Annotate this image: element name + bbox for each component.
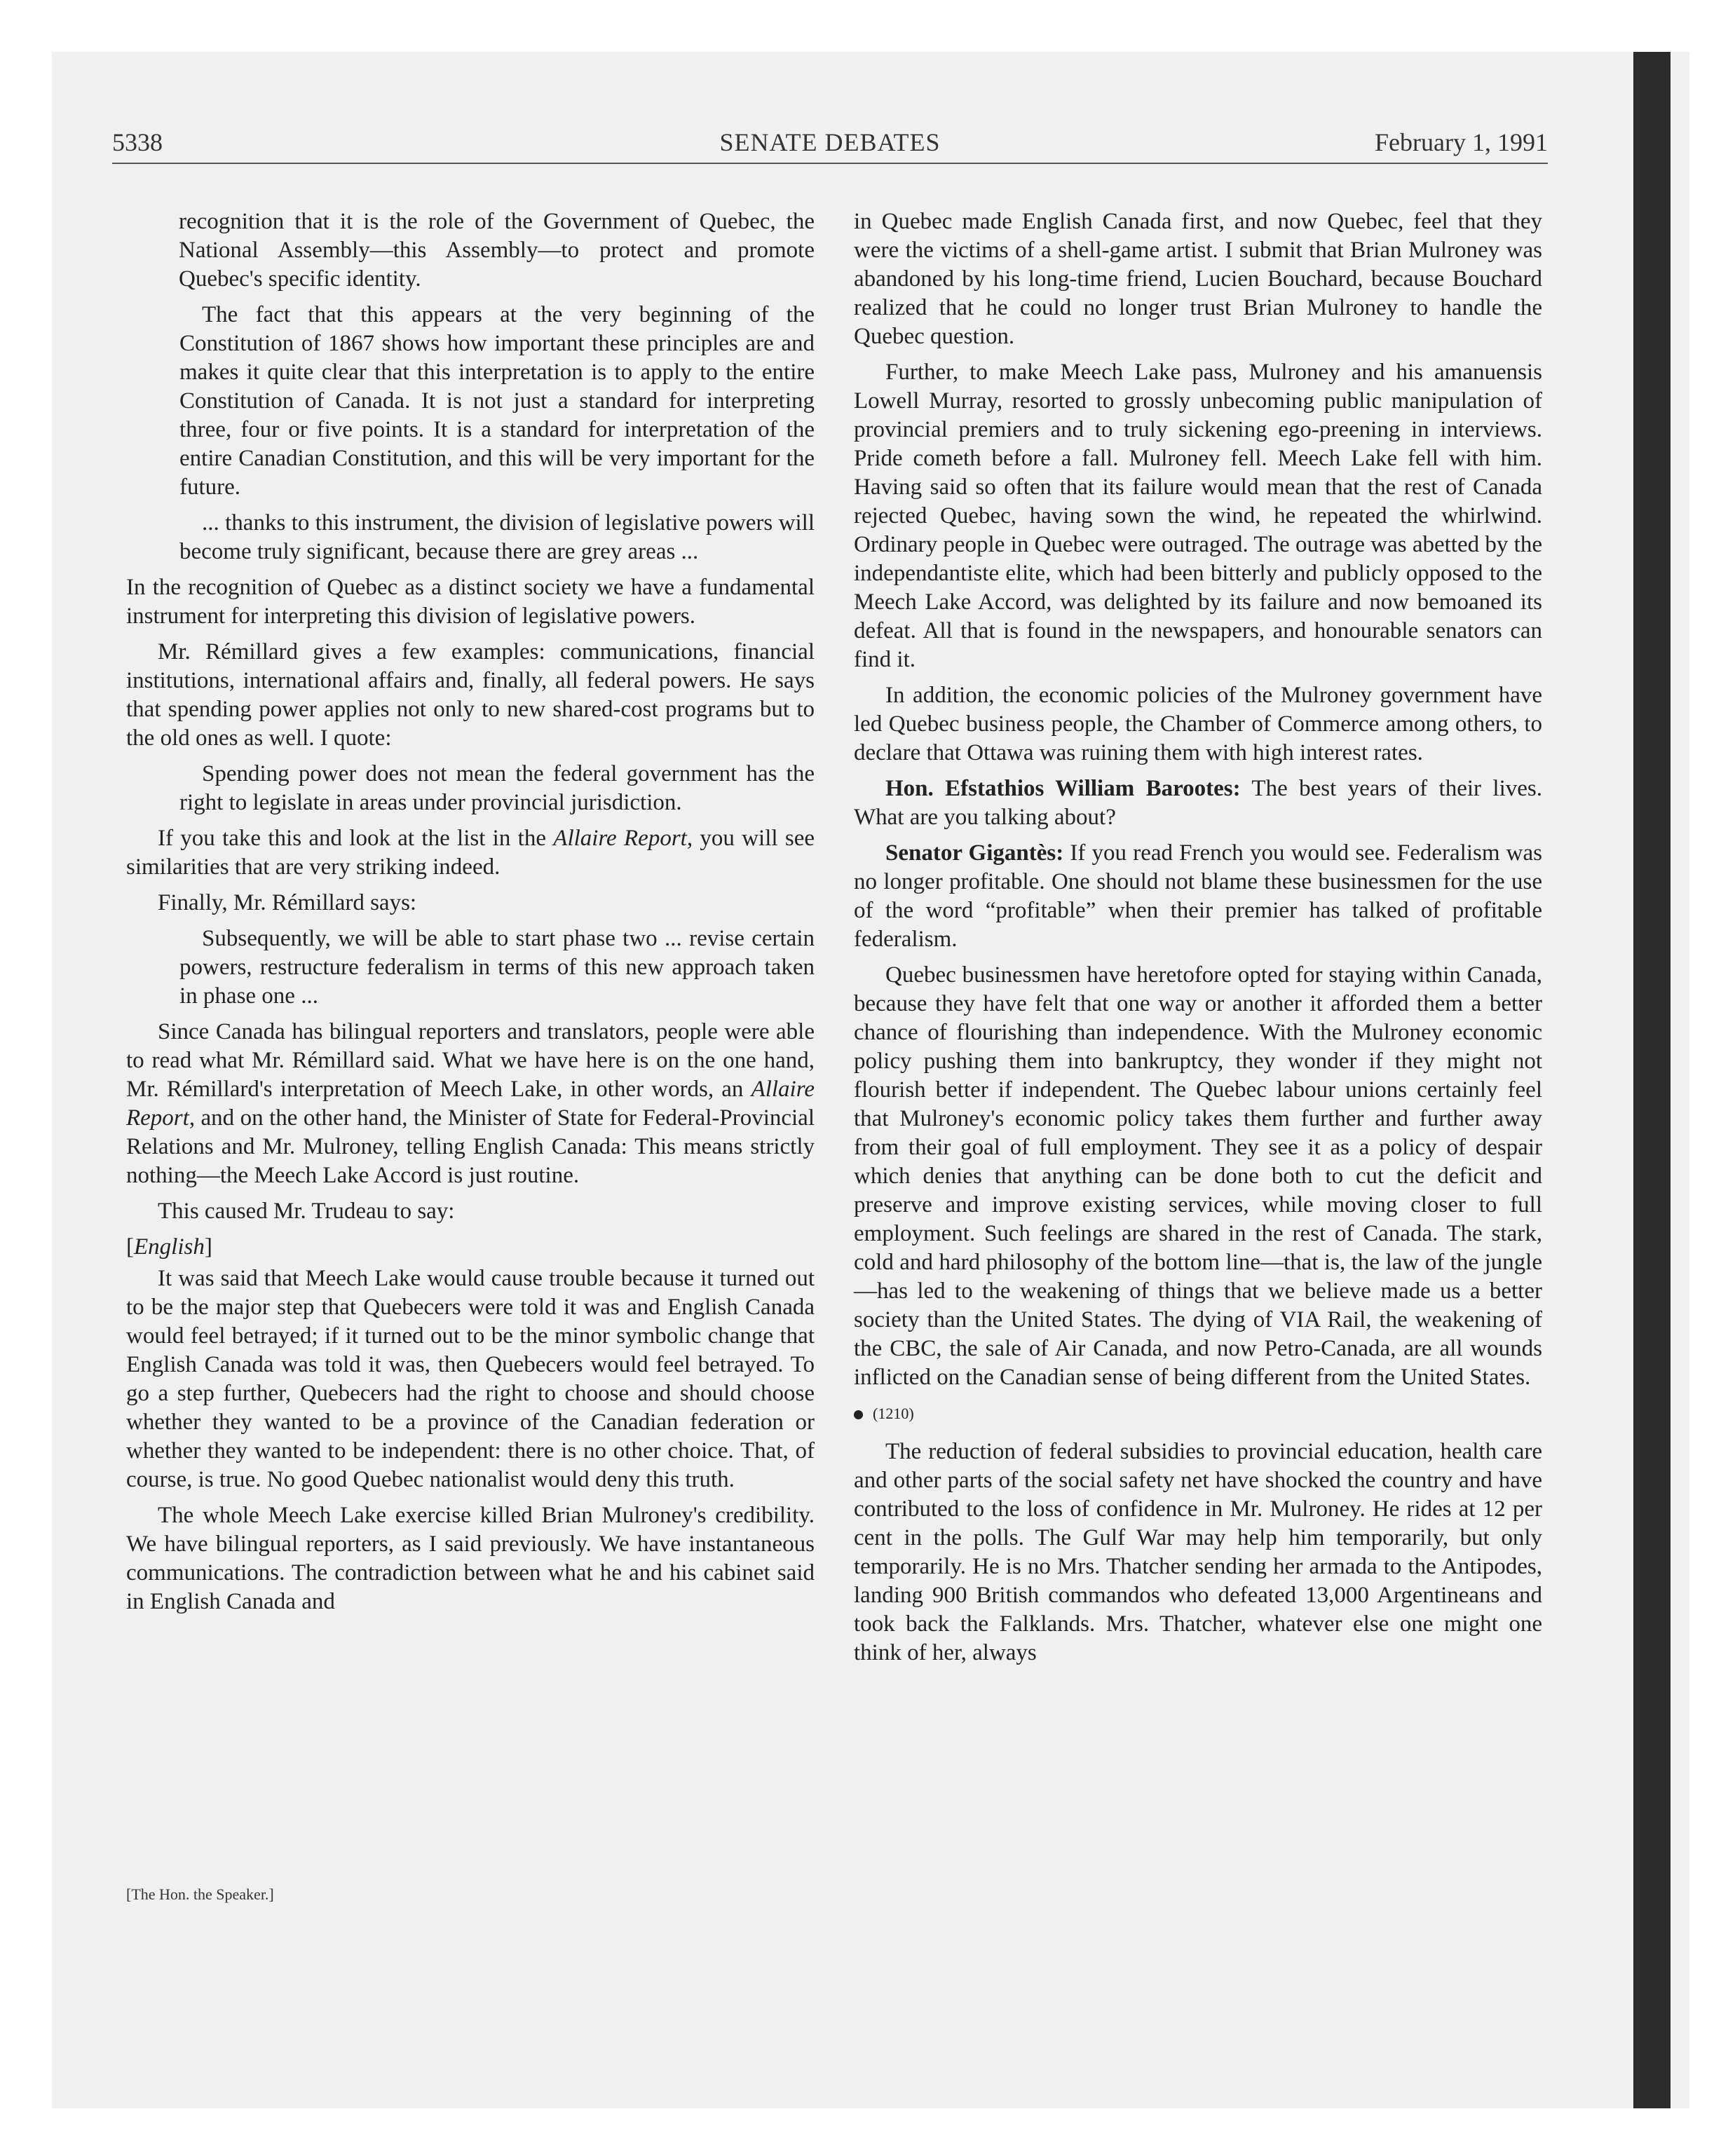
bracket: ] bbox=[204, 1234, 212, 1260]
paragraph: Mr. Rémillard gives a few examples: communications, financial institutions, international affairs and, finally, all federal powers. He says that spending power applies not only to new shared-cost programs but to the old ones as well. I quote: bbox=[126, 639, 815, 751]
quote-paragraph: Spending power does not mean the federal government has the right to legislate in areas under provincial jurisdiction. bbox=[179, 761, 815, 815]
language-label bbox=[126, 1233, 815, 1262]
page-footer: [The Hon. the Speaker.] bbox=[126, 1885, 274, 1903]
scan-edge-bar bbox=[1633, 52, 1671, 2108]
paragraph: In addition, the economic policies of the Mulroney government have led Quebec business people, the Chamber of Commerce among others, to declare that Ottawa was ruining them with high interest rates. bbox=[854, 683, 1542, 765]
paragraph: in Quebec made English Canada first, and now Quebec, feel that they were the victims of a shell-game artist. I submit that Brian Mulroney was abandoned by his long-time friend, Lucien Bouchard, because Bouchard realized that he could no longer trust Brian Mulroney to handle the Quebec question. bbox=[854, 209, 1542, 349]
paragraph bbox=[854, 839, 1542, 954]
right-column bbox=[854, 207, 1542, 1674]
paragraph: Quebec businessmen have heretofore opted for staying within Canada, because they have felt that one way or another it afforded them a better chance of flourishing than independence. With the Mulroney economic policy pushing them into bankruptcy, they wonder if they might not flourish better if independent. The Quebec labour unions certainly feel that Mulroney's economic policy takes them further and further away from their goal of full employment. They see it as a policy of despair which denies that anything can be done both to cut the deficit and preserve and improve existing services, while moving closer to full employment. Such feelings are shared in the rest of Canada. The stark, cold and hard philosophy of the bottom line—that is, the law of the jungle—has led to the weakening of things that we believe made us a better society than the United States. The dying of VIA Rail, the weakening of the CBC, the sale of Air Canada, and now Petro-Canada, are all wounds inflicted on the Canadian sense of being different from the United States. bbox=[854, 962, 1542, 1390]
bracket: [ bbox=[126, 1234, 134, 1260]
text-run: If you read French you would see. Federalism was no longer profitable. One should not blame these businessmen for the use of the word “profitable” when their premier has talked of profitable federalism. bbox=[854, 840, 1542, 952]
paragraph: Finally, Mr. Rémillard says: bbox=[158, 890, 417, 915]
quote-paragraph: The fact that this appears at the very beginning of the Constitution of 1867 shows how important these principles are and makes it quite clear that this interpretation is to apply to the entire Constitution of Canada. It is not just a standard for interpreting three, four or five points. It is a standard for interpretation of the entire Canadian Constitution, and this will be very important for the future. bbox=[179, 302, 815, 500]
publication-date: February 1, 1991 bbox=[1375, 128, 1548, 156]
text-run: , you will see similarities that are very striking indeed. bbox=[126, 826, 815, 880]
text-run: , and on the other hand, the Minister of State for Federal-Provincial Relations and Mr. Mulroney, telling English Canada: This means strictly nothing—the Meech Lake Accord is just routine. bbox=[126, 1105, 815, 1188]
paragraph bbox=[126, 1018, 815, 1190]
paragraph: It was said that Meech Lake would cause trouble because it turned out to be the major step that Quebecers were told it was and English Canada would feel betrayed; if it turned out to be the minor symbolic change that English Canada was told it was, then Quebecers would feel betrayed. To go a step further, Quebecers had the right to choose and should choose whether they wanted to be a province of the Canadian federation or whether they wanted to be independent: there is no other choice. That, of course, is true. No good Quebec nationalist would deny this truth. bbox=[126, 1266, 815, 1492]
text-run: The best years of their lives. What are you talking about? bbox=[854, 776, 1542, 830]
quote-paragraph: Subsequently, we will be able to start phase two ... revise certain powers, restructure federalism in terms of this new approach taken in phase one ... bbox=[179, 926, 815, 1009]
paragraph: The reduction of federal subsidies to provincial education, health care and other parts of the social safety net have shocked the country and have contributed to the loss of confidence in Mr. Mulroney. He rides at 12 per cent in the polls. The Gulf War may help him temporarily, but only temporarily. He is no Mrs. Thatcher sending her armada to the Antipodes, landing 900 British commandos who defeated 13,000 Argentineans and took back the Falklands. Mrs. Thatcher, whatever else one might one think of her, always bbox=[854, 1439, 1542, 1665]
quote-paragraph: ... thanks to this instrument, the division of legislative powers will become truly significant, because there are grey areas ... bbox=[179, 510, 815, 564]
text-run: Since Canada has bilingual reporters and translators, people were able to read what Mr. Rémillard said. What we have here is on the one hand, Mr. Rémillard's interpretation of Meech Lake, in other words, an bbox=[126, 1019, 815, 1102]
page-number: 5338 bbox=[112, 128, 163, 156]
paragraph: Further, to make Meech Lake pass, Mulroney and his amanuensis Lowell Murray, resorted to grossly unbecoming public manipulation of provincial premiers and to truly sickening ego-preening in interviews. Pride cometh before a fall. Mulroney fell. Meech Lake fell with him. Having said so often that its failure would mean that the rest of Canada rejected Quebec, having sown the wind, he repeated the whirlwind. Ordinary people in Quebec were outraged. The outrage was abetted by the independantiste elite, which had been bitterly and publicly opposed to the Meech Lake Accord, was delighted by its failure and now bemoaned its defeat. All that is found in the newspapers, and honourable senators can find it. bbox=[854, 360, 1542, 672]
language-name: English bbox=[134, 1234, 205, 1260]
bullet-icon bbox=[854, 1410, 863, 1419]
paragraph bbox=[854, 775, 1542, 832]
left-column bbox=[126, 207, 815, 1623]
text-run: If you take this and look at the list in the bbox=[158, 826, 554, 851]
paragraph: The whole Meech Lake exercise killed Brian Mulroney's credibility. We have bilingual reporters, as I said previously. We have instantaneous communications. The contradiction between what he and his cabinet said in English Canada and bbox=[126, 1503, 815, 1614]
paragraph: In the recognition of Quebec as a distinct society we have a fundamental instrument for interpreting this division of legislative powers. bbox=[126, 575, 815, 629]
quote-paragraph: recognition that it is the role of the Government of Quebec, the National Assembly—this Assembly—to protect and promote Quebec's specific identity. bbox=[179, 209, 815, 292]
paragraph bbox=[126, 824, 815, 882]
page-header bbox=[112, 128, 1548, 163]
report-title: Allaire Report bbox=[553, 826, 687, 851]
time-stamp: (1210) bbox=[873, 1405, 914, 1422]
paragraph: This caused Mr. Trudeau to say: bbox=[158, 1199, 455, 1224]
time-marker bbox=[854, 1399, 1542, 1428]
report-title: Allaire Report bbox=[126, 1077, 815, 1131]
speaker-name: Senator Gigantès: bbox=[885, 840, 1064, 866]
speaker-name: Hon. Efstathios William Barootes: bbox=[885, 776, 1241, 801]
publication-title: SENATE DEBATES bbox=[719, 128, 941, 156]
header-rule bbox=[112, 163, 1548, 164]
